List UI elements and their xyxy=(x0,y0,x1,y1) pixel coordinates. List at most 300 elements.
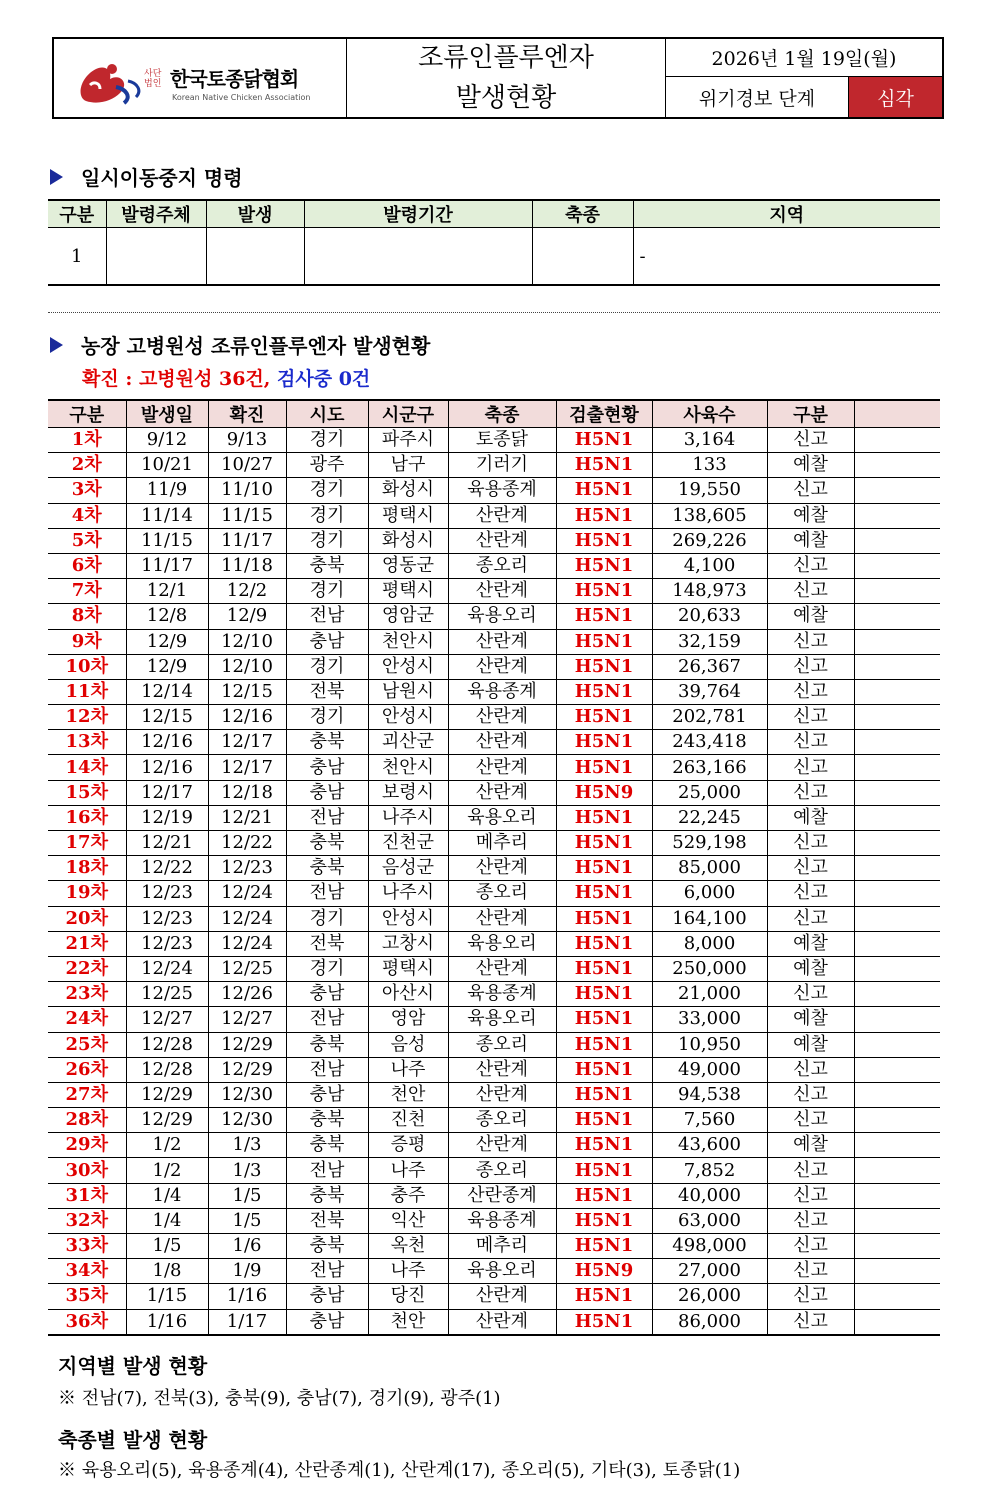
table-cell: 250,000 xyxy=(652,956,767,981)
virus-subtype: H5N1 xyxy=(556,1057,652,1082)
table-cell: 신고 xyxy=(767,1208,854,1233)
table-cell: 12/10 xyxy=(208,629,286,654)
outbreak-order: 16차 xyxy=(48,805,126,830)
table-row xyxy=(48,629,940,654)
table-cell: 12/22 xyxy=(208,831,286,856)
table-cell: 529,198 xyxy=(652,831,767,856)
table-row xyxy=(48,1082,940,1107)
table-cell xyxy=(854,528,940,553)
table-cell: 충북 xyxy=(286,1032,368,1057)
outbreak-order: 30차 xyxy=(48,1158,126,1183)
table-cell: 천안시 xyxy=(368,629,448,654)
table-cell: 화성시 xyxy=(368,478,448,503)
outbreak-order: 7차 xyxy=(48,579,126,604)
table-cell: 육용오리 xyxy=(448,805,556,830)
table-cell: 진천군 xyxy=(368,831,448,856)
table-cell: 신고 xyxy=(767,982,854,1007)
table-cell: 경기 xyxy=(286,478,368,503)
table-cell: 산란계 xyxy=(448,755,556,780)
table-cell: 평택시 xyxy=(368,503,448,528)
table-cell xyxy=(854,1133,940,1158)
table-cell: 12/28 xyxy=(126,1057,208,1082)
table-cell: 12/1 xyxy=(126,579,208,604)
table-cell: 안성시 xyxy=(368,906,448,931)
report-date: 2026년 1월 19일(월) xyxy=(666,39,942,77)
table-cell: 39,764 xyxy=(652,679,767,704)
table-cell: 산란계 xyxy=(448,1082,556,1107)
table-cell: 예찰 xyxy=(767,956,854,981)
testing-count: 검사중 0건 xyxy=(277,368,371,390)
table-cell xyxy=(854,1234,940,1259)
table-cell: 육용오리 xyxy=(448,931,556,956)
table-cell: 안성시 xyxy=(368,705,448,730)
table-cell: 영동군 xyxy=(368,553,448,578)
table-cell: 경기 xyxy=(286,579,368,604)
table-cell: 22,245 xyxy=(652,805,767,830)
table-row xyxy=(48,1234,940,1259)
virus-subtype: H5N1 xyxy=(556,503,652,528)
col-header: 사육수 xyxy=(652,400,767,428)
table-cell: 63,000 xyxy=(652,1208,767,1233)
table-cell xyxy=(854,956,940,981)
table-cell: 산란계 xyxy=(448,780,556,805)
table-cell: 충남 xyxy=(286,780,368,805)
table-cell: 남구 xyxy=(368,453,448,478)
virus-subtype: H5N1 xyxy=(556,579,652,604)
outbreak-order: 25차 xyxy=(48,1032,126,1057)
table-cell: 예찰 xyxy=(767,1032,854,1057)
table-cell: 12/9 xyxy=(208,604,286,629)
table-cell: 43,600 xyxy=(652,1133,767,1158)
table-cell: 산란계 xyxy=(448,579,556,604)
table-cell: 3,164 xyxy=(652,428,767,453)
table-cell: 1/5 xyxy=(208,1208,286,1233)
table-cell: 269,226 xyxy=(652,528,767,553)
table-cell: 신고 xyxy=(767,1284,854,1309)
table-cell: 10/27 xyxy=(208,453,286,478)
outbreak-order: 33차 xyxy=(48,1234,126,1259)
table-cell: 신고 xyxy=(767,906,854,931)
table-cell: 신고 xyxy=(767,780,854,805)
outbreak-order: 5차 xyxy=(48,528,126,553)
table-cell xyxy=(854,1183,940,1208)
virus-subtype: H5N1 xyxy=(556,428,652,453)
table-cell: 종오리 xyxy=(448,1032,556,1057)
standstill-table xyxy=(48,199,940,286)
table-cell: 아산시 xyxy=(368,982,448,1007)
table-cell: 8,000 xyxy=(652,931,767,956)
outbreak-order: 22차 xyxy=(48,956,126,981)
title-line-2: 발생현황 xyxy=(455,83,557,113)
table-row xyxy=(48,881,940,906)
virus-subtype: H5N1 xyxy=(556,1082,652,1107)
table-cell xyxy=(854,1032,940,1057)
outbreak-order: 8차 xyxy=(48,604,126,629)
table-cell xyxy=(854,1007,940,1032)
table-cell: 1/3 xyxy=(208,1158,286,1183)
table-cell: 27,000 xyxy=(652,1259,767,1284)
virus-subtype: H5N1 xyxy=(556,1284,652,1309)
table-row xyxy=(48,956,940,981)
table-row xyxy=(48,654,940,679)
virus-subtype: H5N1 xyxy=(556,604,652,629)
table-cell: 12/24 xyxy=(208,906,286,931)
title-line-1: 조류인플루엔자 xyxy=(418,43,594,73)
table-row xyxy=(48,1057,940,1082)
table-cell: 충남 xyxy=(286,1309,368,1335)
table-row xyxy=(48,1158,940,1183)
table-row xyxy=(48,1108,940,1133)
table-cell xyxy=(854,705,940,730)
table-row xyxy=(48,1284,940,1309)
table-cell: 충북 xyxy=(286,1234,368,1259)
table-cell: 음성군 xyxy=(368,856,448,881)
outbreak-order: 18차 xyxy=(48,856,126,881)
table-cell: 1/4 xyxy=(126,1208,208,1233)
outbreak-order: 36차 xyxy=(48,1309,126,1335)
table-cell xyxy=(854,1309,940,1335)
table-cell: 신고 xyxy=(767,730,854,755)
col-header: 검출현황 xyxy=(556,400,652,428)
table-cell xyxy=(532,228,633,286)
table-cell: 20,633 xyxy=(652,604,767,629)
table-cell: 산란계 xyxy=(448,629,556,654)
table-cell: 12/29 xyxy=(126,1082,208,1107)
table-cell: 진천 xyxy=(368,1108,448,1133)
table-cell: 산란계 xyxy=(448,956,556,981)
table-cell: 토종닭 xyxy=(448,428,556,453)
region-summary-title: 지역별 발생 현황 xyxy=(58,1354,208,1378)
outbreak-order: 20차 xyxy=(48,906,126,931)
table-cell: 12/22 xyxy=(126,856,208,881)
table-cell xyxy=(854,1108,940,1133)
table-cell: 86,000 xyxy=(652,1309,767,1335)
table-cell: 4,100 xyxy=(652,553,767,578)
table-cell: 1/3 xyxy=(208,1133,286,1158)
table-cell: 경기 xyxy=(286,503,368,528)
virus-subtype: H5N9 xyxy=(556,780,652,805)
col-header: 구분 xyxy=(767,400,854,428)
table-cell: 예찰 xyxy=(767,1133,854,1158)
table-cell: 신고 xyxy=(767,705,854,730)
col-header: 축종 xyxy=(532,200,633,228)
table-cell: - xyxy=(633,228,940,286)
table-cell: 11/9 xyxy=(126,478,208,503)
table-row xyxy=(48,805,940,830)
table-cell: 12/29 xyxy=(208,1032,286,1057)
virus-subtype: H5N1 xyxy=(556,1032,652,1057)
table-cell: 138,605 xyxy=(652,503,767,528)
section-standstill-title: 일시이동중지 명령 xyxy=(50,162,243,191)
table-cell: 메추리 xyxy=(448,1234,556,1259)
table-cell: 19,550 xyxy=(652,478,767,503)
outbreak-order: 9차 xyxy=(48,629,126,654)
table-row xyxy=(48,931,940,956)
table-cell: 12/15 xyxy=(208,679,286,704)
table-cell xyxy=(854,478,940,503)
table-row xyxy=(48,478,940,503)
virus-subtype: H5N1 xyxy=(556,805,652,830)
table-cell: 산란계 xyxy=(448,503,556,528)
table-cell: 12/21 xyxy=(208,805,286,830)
table-cell xyxy=(854,931,940,956)
table-cell: 종오리 xyxy=(448,881,556,906)
table-row xyxy=(48,1259,940,1284)
triangle-bullet-icon xyxy=(50,337,63,353)
table-cell: 산란계 xyxy=(448,856,556,881)
table-cell: 신고 xyxy=(767,428,854,453)
table-cell: 육용오리 xyxy=(448,604,556,629)
table-cell: 메추리 xyxy=(448,831,556,856)
table-cell xyxy=(854,1259,940,1284)
table-cell: 충북 xyxy=(286,730,368,755)
table-cell: 12/21 xyxy=(126,831,208,856)
table-row xyxy=(48,1208,940,1233)
table-cell: 12/8 xyxy=(126,604,208,629)
col-header: 구분 xyxy=(48,200,106,228)
table-cell: 산란계 xyxy=(448,1057,556,1082)
table-cell: 11/14 xyxy=(126,503,208,528)
virus-subtype: H5N1 xyxy=(556,1007,652,1032)
table-cell: 산란계 xyxy=(448,1309,556,1335)
table-cell: 12/24 xyxy=(208,931,286,956)
logo-english: Korean Native Chicken Association xyxy=(172,93,311,102)
table-cell: 1/2 xyxy=(126,1133,208,1158)
virus-subtype: H5N1 xyxy=(556,956,652,981)
virus-subtype: H5N1 xyxy=(556,831,652,856)
table-cell: 고창시 xyxy=(368,931,448,956)
table-cell: 안성시 xyxy=(368,654,448,679)
table-cell xyxy=(854,780,940,805)
table-cell: 충남 xyxy=(286,1284,368,1309)
table-cell: 1/4 xyxy=(126,1183,208,1208)
table-cell: 전북 xyxy=(286,679,368,704)
table-cell: 11/15 xyxy=(126,528,208,553)
table-cell: 12/25 xyxy=(126,982,208,1007)
table-cell: 종오리 xyxy=(448,553,556,578)
table-cell: 충북 xyxy=(286,1108,368,1133)
col-header: 축종 xyxy=(448,400,556,428)
table-row xyxy=(48,528,940,553)
table-cell: 신고 xyxy=(767,1259,854,1284)
table-cell: 신고 xyxy=(767,478,854,503)
table-cell: 33,000 xyxy=(652,1007,767,1032)
table-cell: 육용오리 xyxy=(448,1259,556,1284)
table-cell: 12/27 xyxy=(208,1007,286,1032)
association-logo xyxy=(54,39,347,117)
table-cell: 충북 xyxy=(286,856,368,881)
table-cell: 1/9 xyxy=(208,1259,286,1284)
table-cell: 영암군 xyxy=(368,604,448,629)
table-cell: 12/30 xyxy=(208,1108,286,1133)
table-cell: 12/25 xyxy=(208,956,286,981)
table-cell: 충북 xyxy=(286,553,368,578)
table-row xyxy=(48,755,940,780)
table-cell: 12/27 xyxy=(126,1007,208,1032)
table-row xyxy=(48,553,940,578)
table-cell: 1/16 xyxy=(126,1309,208,1335)
table-cell: 12/29 xyxy=(126,1108,208,1133)
table-cell: 육용종계 xyxy=(448,478,556,503)
table-cell: 신고 xyxy=(767,1082,854,1107)
outbreak-order: 23차 xyxy=(48,982,126,1007)
virus-subtype: H5N1 xyxy=(556,982,652,1007)
table-cell: 나주 xyxy=(368,1259,448,1284)
table-cell: 산란계 xyxy=(448,1284,556,1309)
table-cell: 12/2 xyxy=(208,579,286,604)
table-cell: 산란계 xyxy=(448,730,556,755)
table-cell: 전남 xyxy=(286,1057,368,1082)
outbreak-order: 14차 xyxy=(48,755,126,780)
table-cell: 증평 xyxy=(368,1133,448,1158)
table-row xyxy=(48,982,940,1007)
alert-level-badge: 심각 xyxy=(849,77,942,117)
outbreak-order: 1차 xyxy=(48,428,126,453)
outbreak-order: 28차 xyxy=(48,1108,126,1133)
report-title xyxy=(347,39,666,117)
outbreak-order: 17차 xyxy=(48,831,126,856)
report-header xyxy=(52,37,944,119)
table-cell: 신고 xyxy=(767,1234,854,1259)
table-cell: 12/28 xyxy=(126,1032,208,1057)
outbreak-order: 2차 xyxy=(48,453,126,478)
virus-subtype: H5N1 xyxy=(556,528,652,553)
table-cell: 7,560 xyxy=(652,1108,767,1133)
table-cell: 9/13 xyxy=(208,428,286,453)
table-cell: 육용종계 xyxy=(448,982,556,1007)
table-cell: 148,973 xyxy=(652,579,767,604)
table-cell: 나주 xyxy=(368,1057,448,1082)
virus-subtype: H5N1 xyxy=(556,1208,652,1233)
table-cell: 12/16 xyxy=(208,705,286,730)
table-cell xyxy=(854,906,940,931)
col-header: 시도 xyxy=(286,400,368,428)
outbreak-order: 13차 xyxy=(48,730,126,755)
table-cell: 천안시 xyxy=(368,755,448,780)
table-cell: 경기 xyxy=(286,654,368,679)
table-row xyxy=(48,1183,940,1208)
virus-subtype: H5N1 xyxy=(556,478,652,503)
table-cell: 예찰 xyxy=(767,503,854,528)
table-cell: 1/8 xyxy=(126,1259,208,1284)
table-cell: 신고 xyxy=(767,679,854,704)
table-cell: 경기 xyxy=(286,428,368,453)
table-row xyxy=(48,579,940,604)
table-cell: 육용종계 xyxy=(448,1208,556,1233)
outbreak-table xyxy=(48,399,940,1336)
outbreak-order: 12차 xyxy=(48,705,126,730)
table-cell: 신고 xyxy=(767,579,854,604)
table-cell: 32,159 xyxy=(652,629,767,654)
table-cell: 1/6 xyxy=(208,1234,286,1259)
table-cell: 경기 xyxy=(286,528,368,553)
table-cell: 전남 xyxy=(286,805,368,830)
table-cell: 전남 xyxy=(286,1158,368,1183)
virus-subtype: H5N1 xyxy=(556,1133,652,1158)
virus-subtype: H5N1 xyxy=(556,755,652,780)
table-cell xyxy=(854,1208,940,1233)
outbreak-order: 6차 xyxy=(48,553,126,578)
table-cell xyxy=(854,730,940,755)
table-cell: 육용오리 xyxy=(448,1007,556,1032)
table-cell: 12/17 xyxy=(208,730,286,755)
table-cell: 10,950 xyxy=(652,1032,767,1057)
table-cell xyxy=(854,1284,940,1309)
table-row xyxy=(48,906,940,931)
outbreak-order: 15차 xyxy=(48,780,126,805)
table-cell: 신고 xyxy=(767,629,854,654)
table-cell: 202,781 xyxy=(652,705,767,730)
confirm-count: 확진 : 고병원성 36건, xyxy=(82,368,271,390)
table-cell: 1/16 xyxy=(208,1284,286,1309)
table-cell: 7,852 xyxy=(652,1158,767,1183)
alert-label: 위기경보 단계 xyxy=(666,77,849,117)
table-cell: 산란계 xyxy=(448,1133,556,1158)
table-cell xyxy=(854,679,940,704)
table-cell: 충북 xyxy=(286,831,368,856)
table-cell: 나주 xyxy=(368,1158,448,1183)
table-row xyxy=(48,503,940,528)
table-cell: 12/26 xyxy=(208,982,286,1007)
table-cell: 예찰 xyxy=(767,931,854,956)
table-cell: 1/2 xyxy=(126,1158,208,1183)
table-cell: 예찰 xyxy=(767,528,854,553)
table-cell: 충북 xyxy=(286,1133,368,1158)
table-cell: 영암 xyxy=(368,1007,448,1032)
outbreak-order: 32차 xyxy=(48,1208,126,1233)
table-cell: 49,000 xyxy=(652,1057,767,1082)
table-cell: 12/15 xyxy=(126,705,208,730)
table-cell: 12/23 xyxy=(126,931,208,956)
outbreak-order: 10차 xyxy=(48,654,126,679)
table-row xyxy=(48,831,940,856)
table-cell xyxy=(854,428,940,453)
table-cell: 21,000 xyxy=(652,982,767,1007)
table-cell: 충남 xyxy=(286,1082,368,1107)
table-cell: 85,000 xyxy=(652,856,767,881)
table-cell: 신고 xyxy=(767,1309,854,1335)
outbreak-order: 27차 xyxy=(48,1082,126,1107)
table-row xyxy=(48,1032,940,1057)
virus-subtype: H5N1 xyxy=(556,856,652,881)
virus-subtype: H5N9 xyxy=(556,1259,652,1284)
table-cell: 천안 xyxy=(368,1309,448,1335)
table-row xyxy=(48,705,940,730)
virus-subtype: H5N1 xyxy=(556,679,652,704)
col-header: 발령주체 xyxy=(106,200,206,228)
table-cell xyxy=(854,755,940,780)
table-cell: 전남 xyxy=(286,604,368,629)
outbreak-order: 34차 xyxy=(48,1259,126,1284)
table-cell: 예찰 xyxy=(767,1007,854,1032)
table-cell xyxy=(854,831,940,856)
table-cell: 전북 xyxy=(286,931,368,956)
outbreak-order: 31차 xyxy=(48,1183,126,1208)
table-cell: 40,000 xyxy=(652,1183,767,1208)
table-cell: 신고 xyxy=(767,856,854,881)
col-header: 발생일 xyxy=(126,400,208,428)
table-cell: 신고 xyxy=(767,881,854,906)
table-cell: 1/5 xyxy=(126,1234,208,1259)
table-cell: 12/9 xyxy=(126,654,208,679)
table-cell xyxy=(854,1158,940,1183)
outbreak-order: 26차 xyxy=(48,1057,126,1082)
table-cell: 12/10 xyxy=(208,654,286,679)
table-cell: 산란계 xyxy=(448,906,556,931)
table-row xyxy=(48,679,940,704)
table-cell: 신고 xyxy=(767,1158,854,1183)
table-cell: 신고 xyxy=(767,755,854,780)
